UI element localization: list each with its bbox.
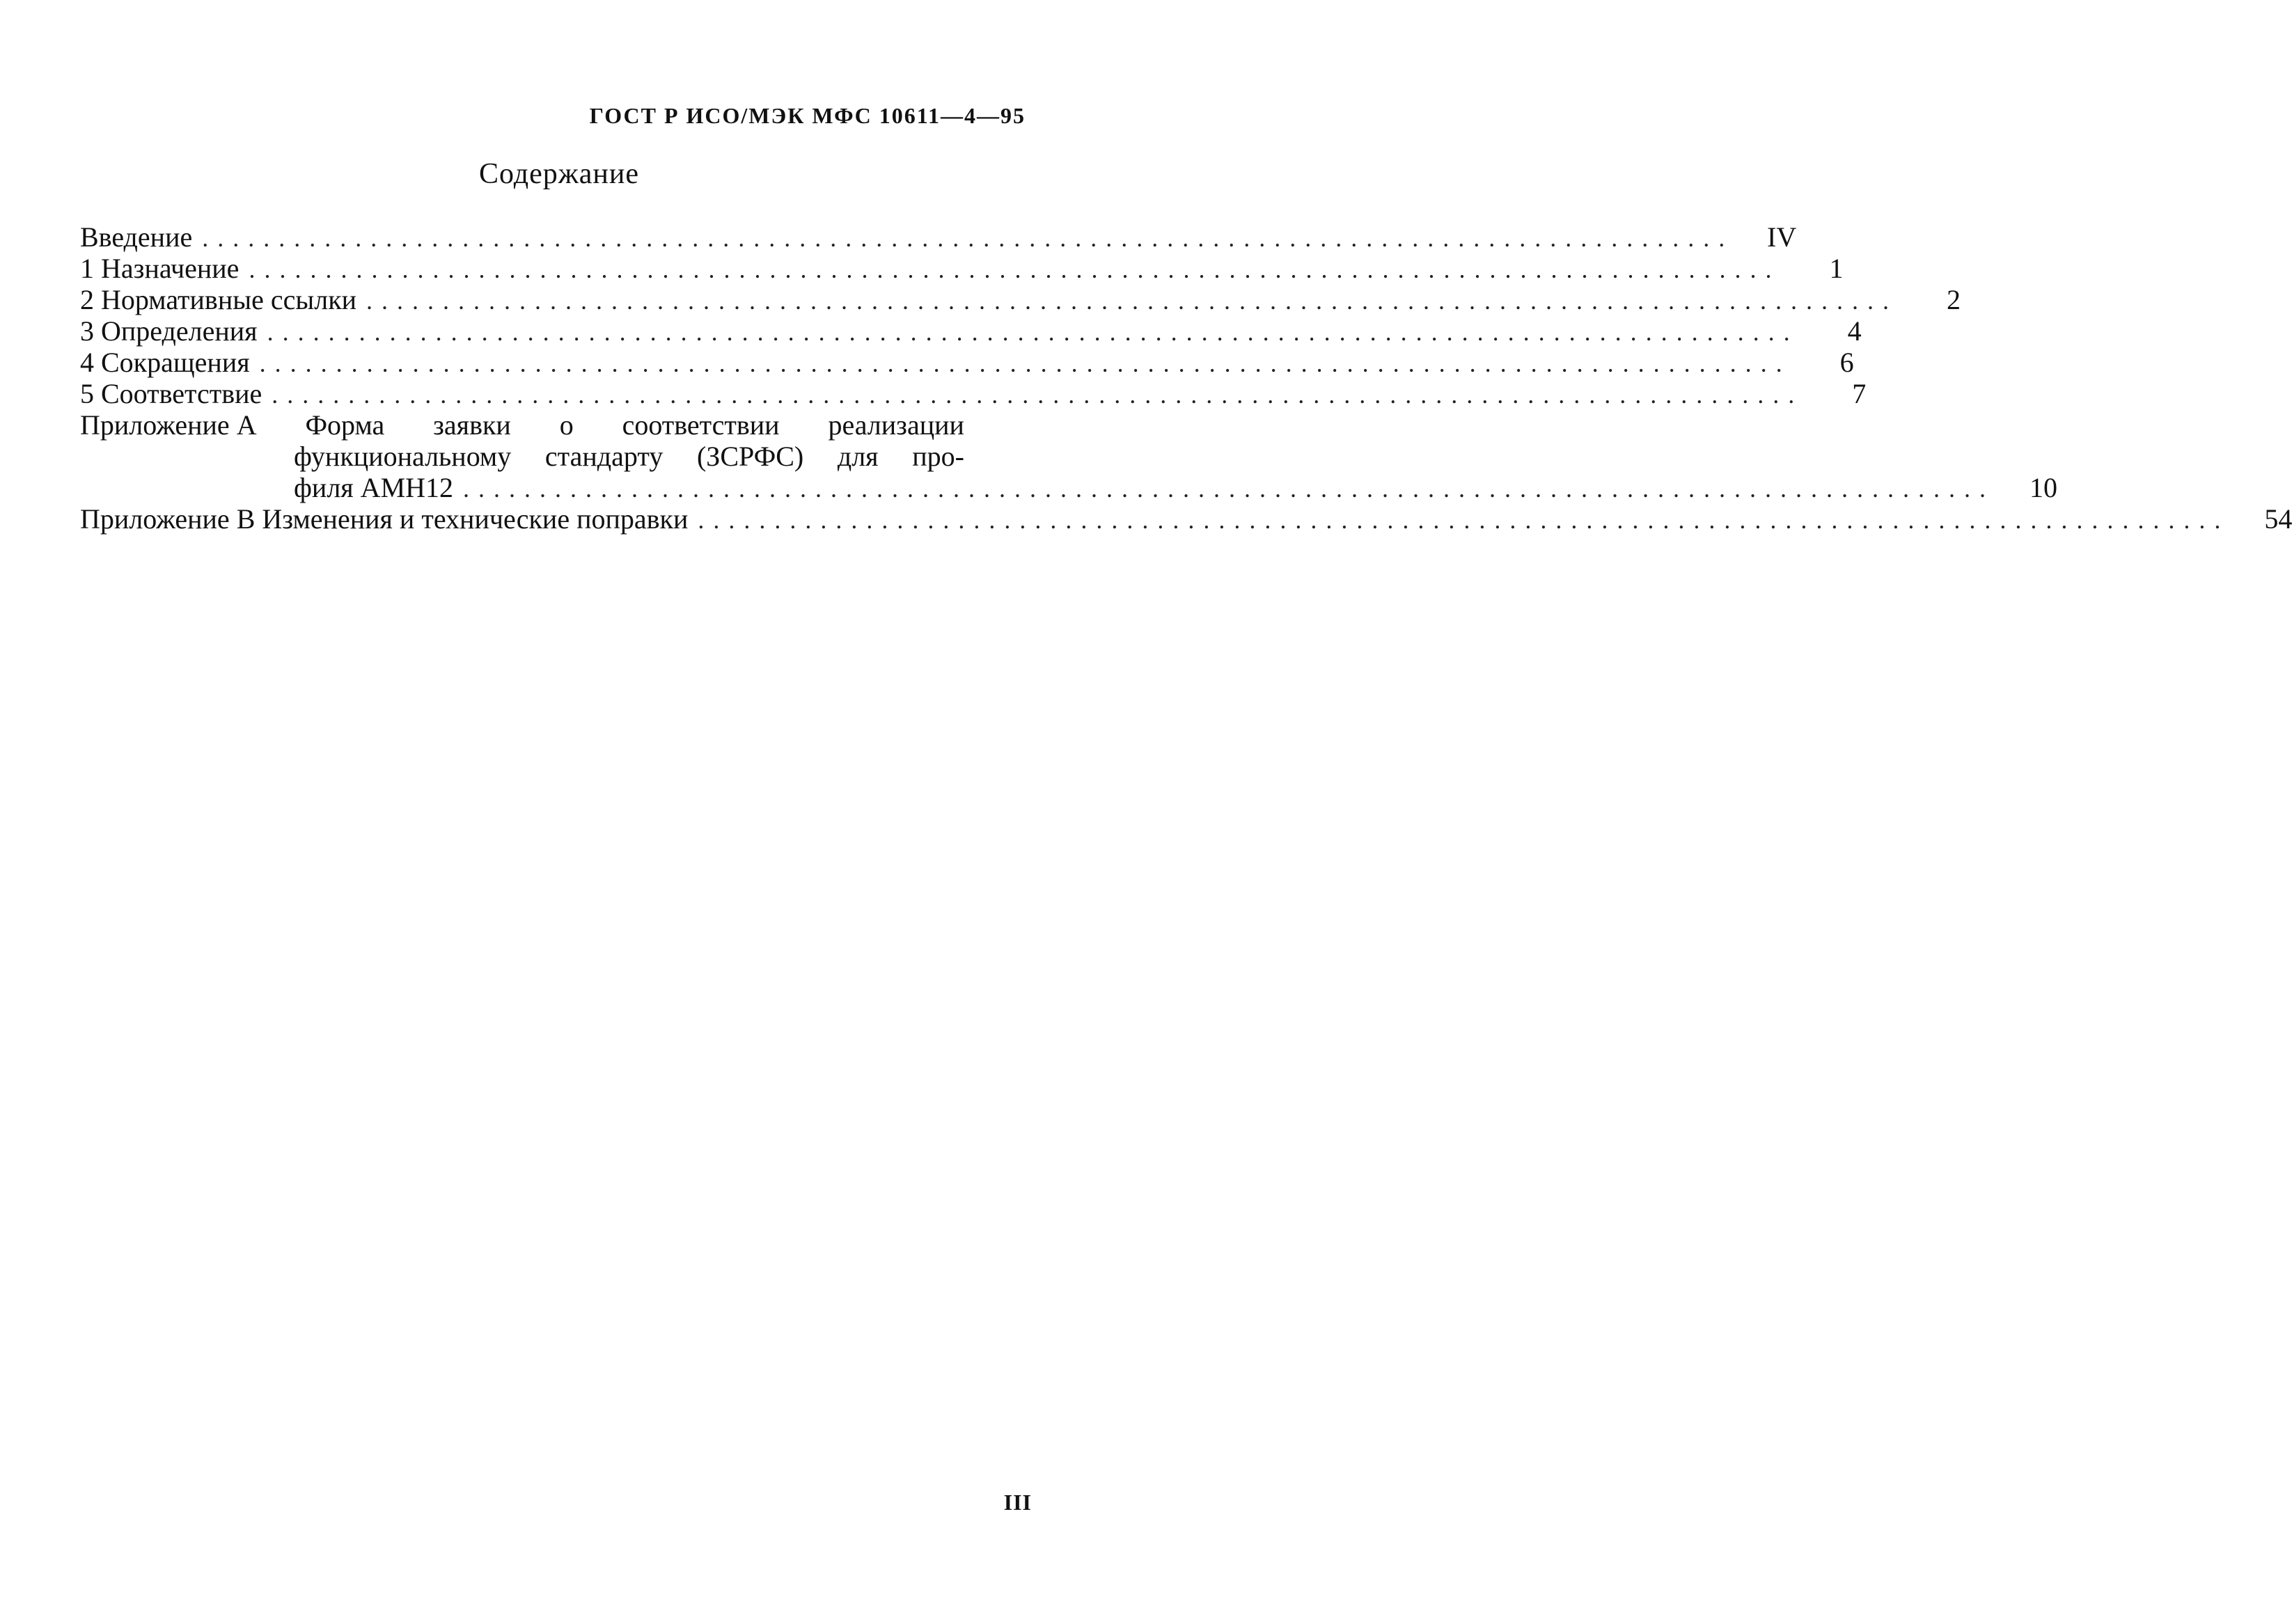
toc-entry-page: 2: [1947, 284, 1961, 315]
appendix-a-word: заявки: [433, 409, 511, 441]
appendix-a-word: функциональному: [294, 441, 512, 472]
toc-entry-label: 3 Определения: [80, 315, 258, 347]
toc-entry-page: 4: [1847, 315, 1862, 347]
appendix-a-line-1: [80, 409, 1027, 441]
leader-dots: ....................................................................................................: [463, 475, 1995, 503]
toc-entry-introduction[interactable]: [80, 221, 1797, 253]
appendix-a-word: соответствии: [622, 409, 780, 441]
leader-dots: ....................................................................................................: [366, 287, 1899, 315]
appendix-a-line-3: [80, 472, 2058, 503]
toc-entry-page: 1: [1829, 253, 1844, 284]
appendix-a-line-2: [294, 441, 964, 472]
appendix-a-word: про-: [912, 441, 964, 472]
leader-dots: ....................................................................................................: [267, 318, 1799, 346]
appendix-a-word: о: [559, 409, 574, 441]
toc-entry-conformance[interactable]: [80, 378, 1867, 409]
toc-entry-page: 7: [1852, 378, 1867, 409]
toc-entry-page: 6: [1839, 347, 1854, 378]
toc-entry-purpose[interactable]: [80, 253, 1844, 284]
appendix-a-word: стандарту: [544, 441, 664, 472]
leader-dots: ....................................................................................................: [202, 224, 1734, 252]
toc-entry-label: 4 Сокращения: [80, 347, 250, 378]
toc-entry-label: 5 Соответствие: [80, 378, 262, 409]
leader-dots: ....................................................................................................: [249, 255, 1781, 283]
toc-entry-label: Введение: [80, 221, 193, 253]
toc-title: Содержание: [478, 158, 640, 190]
toc-entry-page: 54: [2264, 503, 2292, 535]
appendix-a-word: (ЗСРФС): [696, 441, 804, 472]
toc-entry-definitions[interactable]: [80, 315, 1862, 347]
leader-dots: ....................................................................................................: [272, 381, 1804, 409]
leader-dots: ....................................................................................................: [259, 349, 1791, 377]
appendix-a-continuation: [80, 441, 1027, 472]
appendix-a-word: для: [837, 441, 879, 472]
toc-entry-appendix-b[interactable]: [80, 503, 2292, 535]
toc-entry-abbreviations[interactable]: [80, 347, 1854, 378]
page-folio: III: [1003, 1490, 1032, 1515]
toc-entry-appendix-a[interactable]: [80, 409, 2058, 503]
toc-entry-label: 2 Нормативные ссылки: [80, 284, 357, 315]
toc-entry-normative-references[interactable]: [80, 284, 1961, 315]
table-of-contents: [80, 221, 2292, 535]
toc-entry-page: IV: [1767, 221, 1797, 253]
appendix-a-word: Форма: [305, 409, 385, 441]
leader-dots: ....................................................................................................: [698, 506, 2230, 534]
appendix-a-word: реализации: [828, 409, 964, 441]
appendix-a-prefix: Приложение А: [80, 409, 257, 441]
toc-entry-label: 1 Назначение: [80, 253, 240, 284]
toc-entry-page: 10: [2030, 472, 2058, 503]
toc-entry-label: Приложение В Изменения и технические поправки: [80, 503, 689, 535]
document-code: ГОСТ Р ИСО/МЭК МФС 10611—4—95: [589, 103, 1026, 128]
appendix-a-line-3-text: филя AMH12: [294, 472, 454, 503]
